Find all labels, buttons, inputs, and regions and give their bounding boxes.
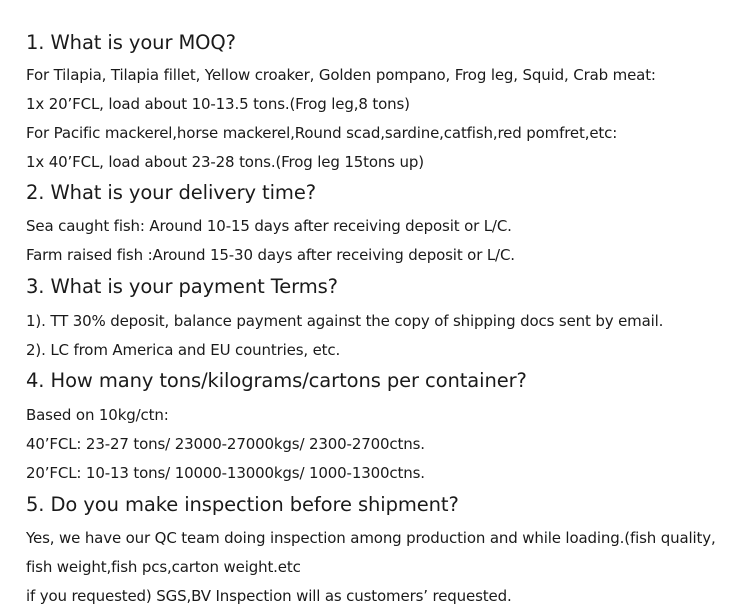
faq-question-delivery-time: 2. What is your delivery time? (26, 181, 316, 204)
faq-answer-line: Yes, we have our QC team doing inspection among production and while loading.(fish quality, (26, 529, 716, 547)
faq-answer-line: 1). TT 30% deposit, balance payment against the copy of shipping docs sent by email. (26, 312, 664, 330)
faq-answer-line: 20’FCL: 10-13 tons/ 10000-13000kgs/ 1000-1300ctns. (26, 464, 425, 482)
faq-answer-line: 2). LC from America and EU countries, etc. (26, 341, 341, 359)
faq-answer-line: Sea caught fish: Around 10-15 days after receiving deposit or L/C. (26, 217, 512, 235)
faq-answer-line: Farm raised fish :Around 15-30 days after receiving deposit or L/C. (26, 246, 515, 264)
faq-question-container-capacity: 4. How many tons/kilograms/cartons per container? (26, 369, 527, 392)
faq-answer-line: if you requested) SGS,BV Inspection will as customers’ requested. (26, 587, 512, 605)
faq-answer-line: fish weight,fish pcs,carton weight.etc (26, 558, 301, 576)
faq-question-inspection: 5. Do you make inspection before shipment? (26, 493, 459, 516)
faq-answer-line: For Pacific mackerel,horse mackerel,Round scad,sardine,catfish,red pomfret,etc: (26, 124, 618, 142)
faq-answer-line: For Tilapia, Tilapia fillet, Yellow croaker, Golden pompano, Frog leg, Squid, Crab meat: (26, 66, 656, 84)
faq-question-payment-terms: 3. What is your payment Terms? (26, 275, 338, 298)
faq-answer-line: 1x 20’FCL, load about 10-13.5 tons.(Frog leg,8 tons) (26, 95, 410, 113)
faq-answer-line: Based on 10kg/ctn: (26, 406, 169, 424)
faq-question-moq: 1. What is your MOQ? (26, 31, 236, 54)
faq-answer-line: 40’FCL: 23-27 tons/ 23000-27000kgs/ 2300-2700ctns. (26, 435, 425, 453)
faq-answer-line: 1x 40’FCL, load about 23-28 tons.(Frog leg 15tons up) (26, 153, 424, 171)
